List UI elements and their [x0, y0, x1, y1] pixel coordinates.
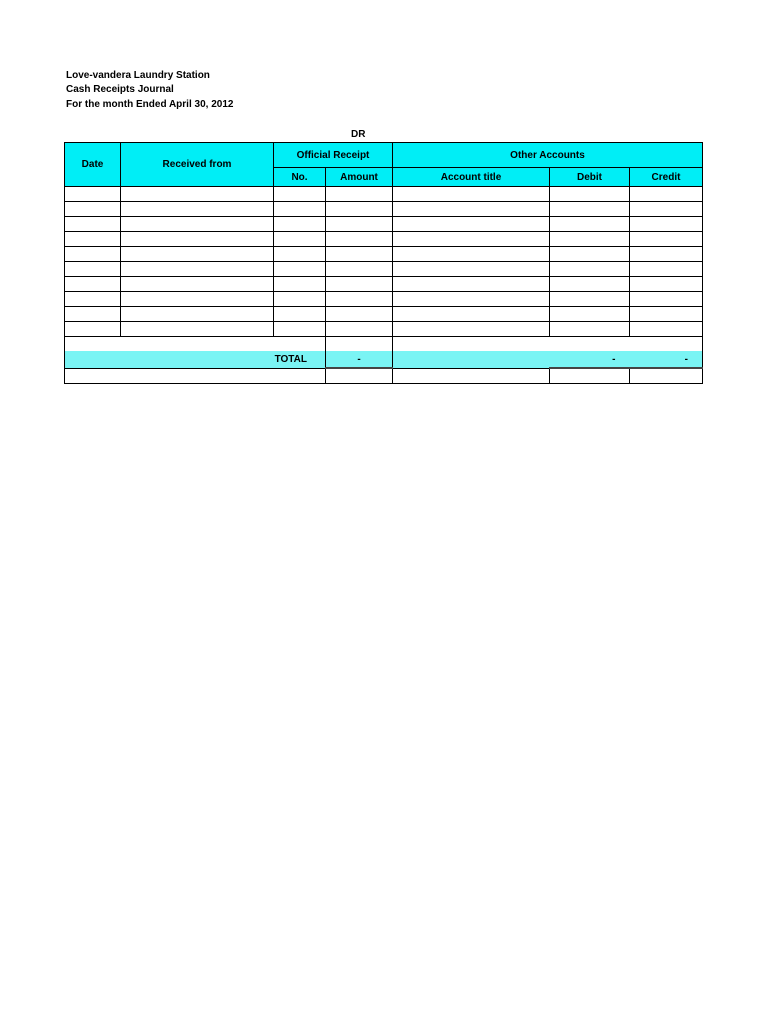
cell-account-title[interactable] — [393, 277, 550, 292]
spacer-cell — [630, 337, 703, 352]
cell-receipt-no[interactable] — [274, 262, 326, 277]
cell-date[interactable] — [65, 247, 121, 262]
cell-credit[interactable] — [630, 262, 703, 277]
cell-receipt-no[interactable] — [274, 232, 326, 247]
total-credit: - — [630, 351, 703, 368]
cell-credit[interactable] — [630, 322, 703, 337]
cell-debit[interactable] — [550, 232, 630, 247]
spacer-cell — [326, 337, 393, 352]
total-label: TOTAL — [65, 351, 326, 368]
cell-account-title[interactable] — [393, 202, 550, 217]
cell-account-title[interactable] — [393, 232, 550, 247]
total-account-title — [393, 351, 550, 368]
cell-receipt-no[interactable] — [274, 187, 326, 202]
period-label: For the month Ended April 30, 2012 — [66, 99, 234, 110]
cell-account-title[interactable] — [393, 307, 550, 322]
cell-amount[interactable] — [326, 292, 393, 307]
cell-amount[interactable] — [326, 217, 393, 232]
cash-receipts-table — [64, 142, 703, 384]
cell-receipt-no[interactable] — [274, 307, 326, 322]
cell-date[interactable] — [65, 307, 121, 322]
cell-receipt-no[interactable] — [274, 292, 326, 307]
cell-debit[interactable] — [550, 187, 630, 202]
col-header-no: No. — [274, 168, 326, 187]
cell-account-title[interactable] — [393, 322, 550, 337]
cell-credit[interactable] — [630, 247, 703, 262]
cell-amount[interactable] — [326, 307, 393, 322]
cell-amount[interactable] — [326, 232, 393, 247]
blank-cell — [630, 368, 703, 384]
cell-debit[interactable] — [550, 307, 630, 322]
spacer-row — [65, 337, 703, 352]
cell-account-title[interactable] — [393, 187, 550, 202]
cell-account-title[interactable] — [393, 217, 550, 232]
cell-date[interactable] — [65, 322, 121, 337]
total-row — [65, 351, 703, 368]
cell-date[interactable] — [65, 262, 121, 277]
cell-received-from[interactable] — [121, 187, 274, 202]
cell-received-from[interactable] — [121, 262, 274, 277]
cell-credit[interactable] — [630, 187, 703, 202]
cell-received-from[interactable] — [121, 202, 274, 217]
journal-row — [65, 292, 703, 307]
col-header-amount: Amount — [326, 168, 393, 187]
journal-row — [65, 232, 703, 247]
dr-label: DR — [351, 129, 366, 140]
journal-row — [65, 217, 703, 232]
cell-date[interactable] — [65, 292, 121, 307]
cell-debit[interactable] — [550, 247, 630, 262]
cell-credit[interactable] — [630, 232, 703, 247]
cell-debit[interactable] — [550, 262, 630, 277]
blank-cell — [393, 368, 550, 384]
cell-credit[interactable] — [630, 217, 703, 232]
total-debit: - — [550, 351, 630, 368]
cell-receipt-no[interactable] — [274, 217, 326, 232]
cell-received-from[interactable] — [121, 232, 274, 247]
cell-credit[interactable] — [630, 307, 703, 322]
total-amount: - — [326, 351, 393, 368]
cell-credit[interactable] — [630, 292, 703, 307]
cell-amount[interactable] — [326, 277, 393, 292]
cell-credit[interactable] — [630, 202, 703, 217]
cell-amount[interactable] — [326, 322, 393, 337]
blank-cell — [65, 368, 326, 384]
cell-date[interactable] — [65, 232, 121, 247]
cell-received-from[interactable] — [121, 292, 274, 307]
cell-date[interactable] — [65, 187, 121, 202]
cell-received-from[interactable] — [121, 217, 274, 232]
journal-title: Cash Receipts Journal — [66, 84, 174, 95]
cell-receipt-no[interactable] — [274, 277, 326, 292]
journal-row — [65, 322, 703, 337]
cell-date[interactable] — [65, 217, 121, 232]
cell-amount[interactable] — [326, 187, 393, 202]
cell-credit[interactable] — [630, 277, 703, 292]
spacer-cell — [65, 337, 326, 352]
cell-receipt-no[interactable] — [274, 247, 326, 262]
cell-debit[interactable] — [550, 322, 630, 337]
col-header-received-from: Received from — [121, 143, 274, 187]
cell-received-from[interactable] — [121, 307, 274, 322]
blank-cell — [550, 368, 630, 384]
cell-amount[interactable] — [326, 262, 393, 277]
col-header-other-accounts: Other Accounts — [393, 143, 703, 168]
col-header-debit: Debit — [550, 168, 630, 187]
after-total-row — [65, 368, 703, 384]
journal-row — [65, 202, 703, 217]
cell-date[interactable] — [65, 202, 121, 217]
business-name: Love-vandera Laundry Station — [66, 70, 210, 81]
cell-received-from[interactable] — [121, 247, 274, 262]
cell-debit[interactable] — [550, 277, 630, 292]
cell-amount[interactable] — [326, 202, 393, 217]
journal-row — [65, 262, 703, 277]
journal-row — [65, 277, 703, 292]
cell-amount[interactable] — [326, 247, 393, 262]
cell-debit[interactable] — [550, 202, 630, 217]
cell-receipt-no[interactable] — [274, 322, 326, 337]
cell-account-title[interactable] — [393, 247, 550, 262]
journal-row — [65, 307, 703, 322]
journal-row — [65, 187, 703, 202]
col-header-date: Date — [65, 143, 121, 187]
cell-debit[interactable] — [550, 217, 630, 232]
cell-account-title[interactable] — [393, 262, 550, 277]
cell-receipt-no[interactable] — [274, 202, 326, 217]
col-header-official-receipt: Official Receipt — [274, 143, 393, 168]
col-header-credit: Credit — [630, 168, 703, 187]
cell-received-from[interactable] — [121, 322, 274, 337]
cell-date[interactable] — [65, 277, 121, 292]
cell-account-title[interactable] — [393, 292, 550, 307]
spacer-cell — [393, 337, 630, 352]
blank-cell — [326, 368, 393, 384]
cell-debit[interactable] — [550, 292, 630, 307]
journal-row — [65, 247, 703, 262]
col-header-account-title: Account title — [393, 168, 550, 187]
cell-received-from[interactable] — [121, 277, 274, 292]
